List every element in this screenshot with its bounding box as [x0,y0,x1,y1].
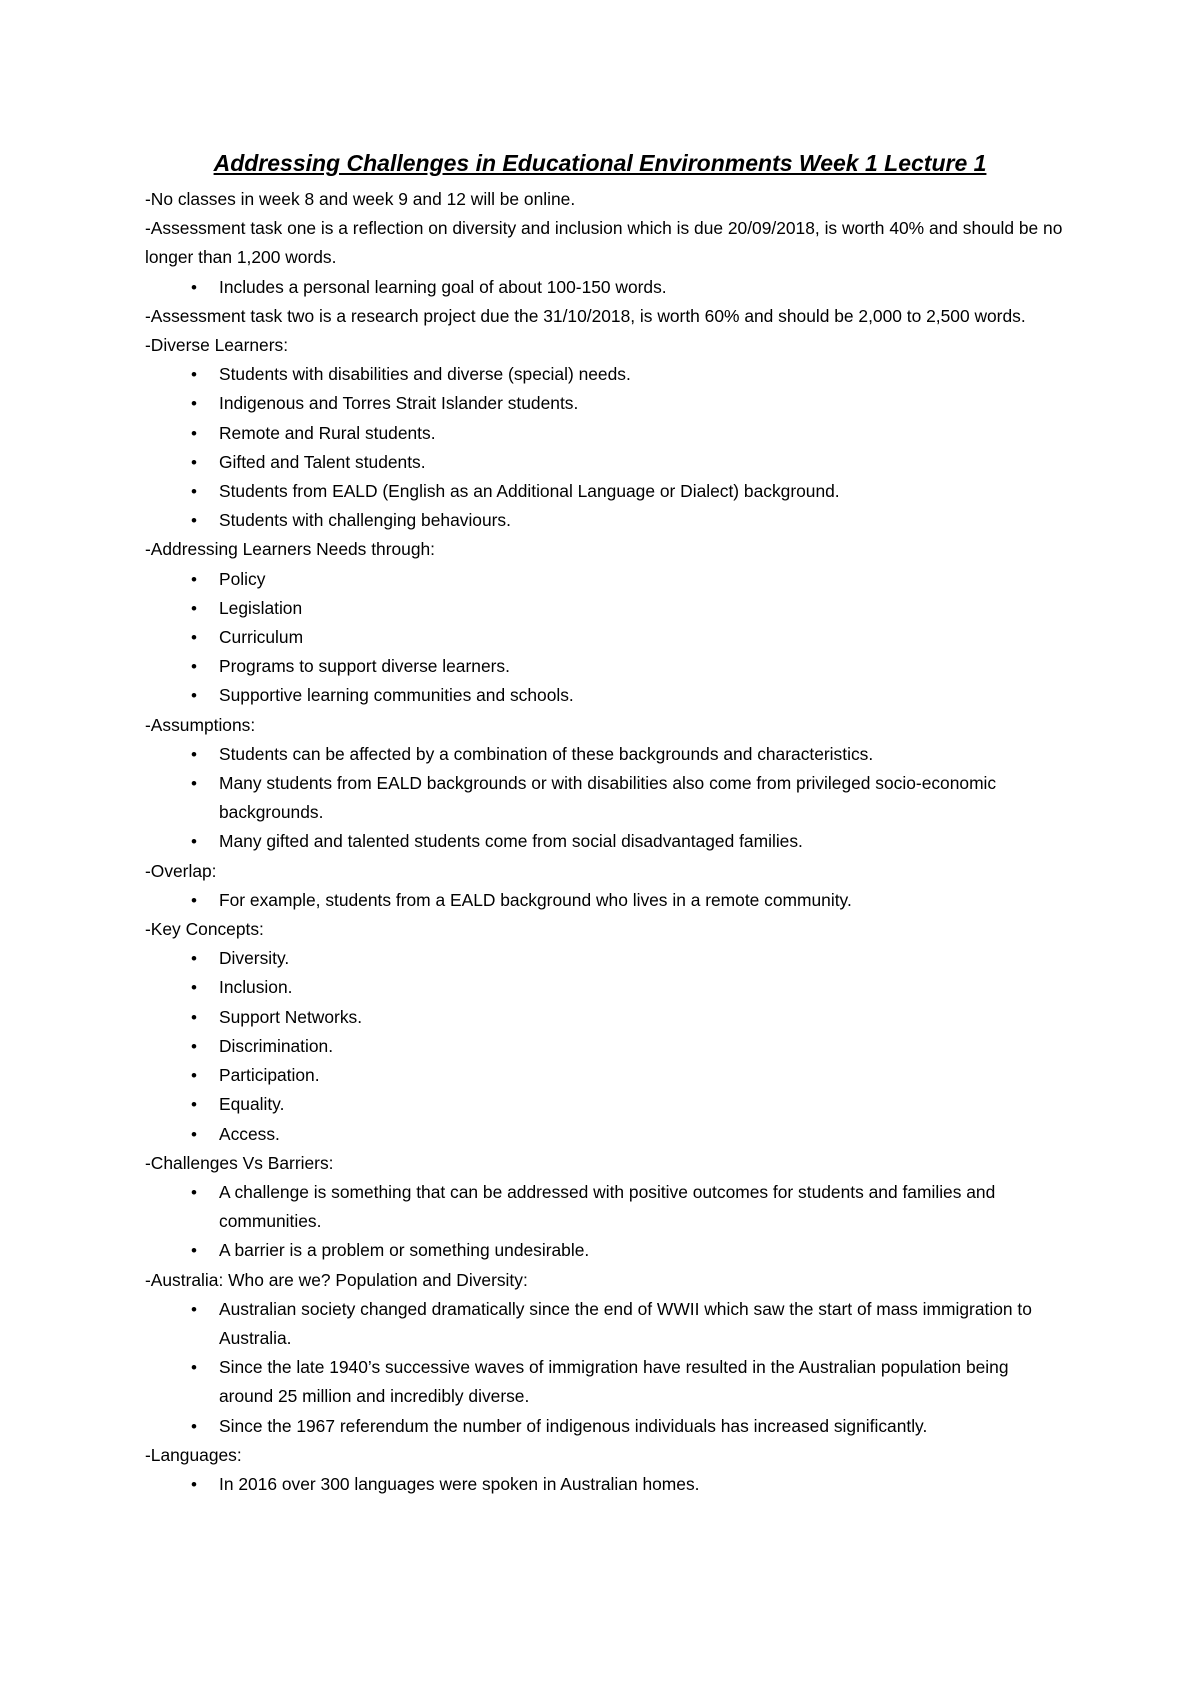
paragraph: -Languages: [145,1444,242,1465]
paragraph: -Key Concepts: [145,919,264,940]
paragraph: -Assumptions: [145,714,256,735]
bullet-item [145,1470,1065,1499]
bullet-dot-icon: • [191,1474,197,1494]
bullet-text: Participation. [219,1065,320,1086]
bullet-text: Since the 1967 referendum the number of indigenous individuals has increased significantly. [219,1415,928,1436]
bullet-item [145,1090,1065,1119]
bullet-dot-icon: • [191,365,197,385]
bullet-text: Students with challenging behaviours. [219,510,511,531]
bullet-item [145,477,1065,506]
bullet-text: Australian society changed dramatically since the end of WWII which saw the start of mass immigration to Australia. [219,1298,1032,1348]
bullet-dot-icon: • [191,1066,197,1086]
bullet-dot-icon: • [191,1299,197,1319]
bullet-list [145,1470,1065,1499]
bullet-item [145,1061,1065,1090]
bullet-item [145,623,1065,652]
bullet-text: Curriculum [219,627,304,648]
bullet-list [145,886,1065,915]
paragraph: -Diverse Learners: [145,335,289,356]
bullet-text: Indigenous and Torres Strait Islander students. [219,393,579,414]
bullet-dot-icon: • [191,890,197,910]
bullet-text: In 2016 over 300 languages were spoken in Australian homes. [219,1473,700,1494]
bullet-text: Gifted and Talent students. [219,451,426,472]
paragraph: -No classes in week 8 and week 9 and 12 will be online. [145,189,576,209]
paragraph: -Assessment task one is a reflection on diversity and inclusion which is due 20/09/2018, is worth 40% and should be no longer than 1,200 words. [145,218,1063,268]
bullet-list [145,273,1065,302]
bullet-text: Remote and Rural students. [219,422,436,443]
bullet-text: Supportive learning communities and schools. [219,685,574,706]
bullet-dot-icon: • [191,511,197,531]
bullet-dot-icon: • [191,277,197,297]
bullet-item [145,681,1065,710]
bullet-item [145,886,1065,915]
bullet-list [145,944,1065,1148]
document-body [145,185,1065,1499]
bullet-item [145,419,1065,448]
paragraph: -Challenges Vs Barriers: [145,1152,334,1173]
bullet-text: Access. [219,1123,280,1144]
document-title: Addressing Challenges in Educational Environments Week 1 Lecture 1 [213,150,987,176]
bullet-dot-icon: • [191,1241,197,1261]
bullet-dot-icon: • [191,423,197,443]
bullet-text: Equality. [219,1094,285,1115]
bullet-dot-icon: • [191,657,197,677]
bullet-dot-icon: • [191,978,197,998]
bullet-item [145,360,1065,389]
bullet-dot-icon: • [191,628,197,648]
bullet-list [145,360,1065,535]
bullet-text: A barrier is a problem or something undesirable. [219,1240,590,1261]
bullet-list [145,740,1065,857]
bullet-item [145,827,1065,856]
bullet-text: Inclusion. [219,977,293,998]
bullet-text: Includes a personal learning goal of about 100-150 words. [219,276,667,297]
bullet-dot-icon: • [191,744,197,764]
bullet-item [145,769,1065,827]
bullet-text: Diversity. [219,948,290,969]
bullet-item [145,1412,1065,1441]
bullet-item [145,973,1065,1002]
bullet-dot-icon: • [191,598,197,618]
bullet-item [145,448,1065,477]
bullet-item [145,1120,1065,1149]
bullet-list [145,565,1065,711]
bullet-dot-icon: • [191,1182,197,1202]
bullet-text: Policy [219,568,266,589]
bullet-text: Students with disabilities and diverse (special) needs. [219,364,631,385]
bullet-text: Students from EALD (English as an Additional Language or Dialect) background. [219,481,840,502]
bullet-item [145,652,1065,681]
bullet-dot-icon: • [191,774,197,794]
paragraph: -Overlap: [145,860,217,881]
bullet-text: A challenge is something that can be addressed with positive outcomes for students and families and communities. [219,1181,996,1232]
bullet-text: Programs to support diverse learners. [219,656,510,677]
bullet-text: Since the late 1940’s successive waves of immigration have resulted in the Australian population being around 25 million and incredibly diverse. [219,1357,1009,1407]
bullet-dot-icon: • [191,394,197,414]
paragraph: -Assessment task two is a research project due the 31/10/2018, is worth 60% and should be 2,000 to 2,500 words. [145,305,1026,326]
bullet-dot-icon: • [191,1007,197,1027]
bullet-item [145,740,1065,769]
bullet-item [145,506,1065,535]
paragraph: -Addressing Learners Needs through: [145,539,436,560]
bullet-dot-icon: • [191,949,197,969]
bullet-dot-icon: • [191,1036,197,1056]
bullet-dot-icon: • [191,452,197,472]
bullet-text: Support Networks. [219,1006,363,1027]
bullet-item [145,1032,1065,1061]
bullet-dot-icon: • [191,1124,197,1144]
bullet-item [145,565,1065,594]
bullet-text: Students can be affected by a combination of these backgrounds and characteristics. [219,743,874,764]
bullet-text: Many gifted and talented students come from social disadvantaged families. [219,831,803,852]
bullet-list [145,1295,1065,1441]
bullet-dot-icon: • [191,686,197,706]
bullet-item [145,273,1065,302]
bullet-item [145,1295,1065,1353]
bullet-text: For example, students from a EALD background who lives in a remote community. [219,889,852,910]
bullet-item [145,594,1065,623]
bullet-dot-icon: • [191,832,197,852]
bullet-item [145,1353,1065,1411]
bullet-item [145,1178,1065,1236]
bullet-text: Discrimination. [219,1035,334,1056]
bullet-dot-icon: • [191,569,197,589]
bullet-item [145,389,1065,418]
bullet-dot-icon: • [191,1416,197,1436]
bullet-item [145,1003,1065,1032]
bullet-item [145,1236,1065,1265]
bullet-dot-icon: • [191,1358,197,1378]
bullet-dot-icon: • [191,482,197,502]
bullet-dot-icon: • [191,1095,197,1115]
bullet-item [145,944,1065,973]
paragraph: -Australia: Who are we? Population and Diversity: [145,1269,528,1290]
bullet-text: Legislation [219,597,303,618]
bullet-text: Many students from EALD backgrounds or with disabilities also come from privileged socio-economic backgrounds. [219,773,997,823]
bullet-list [145,1178,1065,1266]
